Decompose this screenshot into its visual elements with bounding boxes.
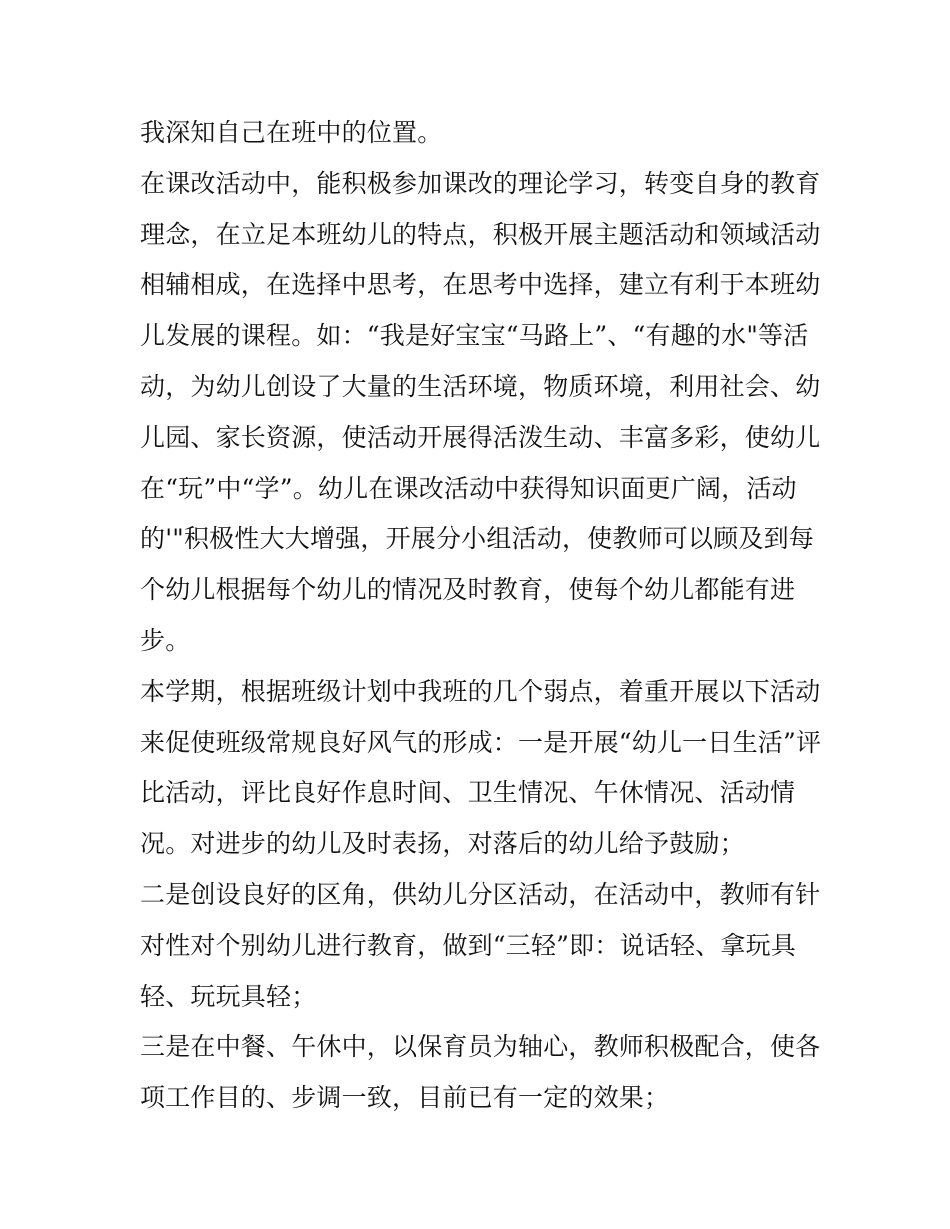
text-line: 步。 xyxy=(140,625,191,655)
text-line: 项工作目的、步调一致，目前已有一定的效果； xyxy=(140,1083,670,1113)
text-line: 二是创设良好的区角，供幼儿分区活动，在活动中，教师有针 xyxy=(140,879,821,909)
text-line: 动，为幼儿创设了大量的生活环境，物质环境，利用社会、幼 xyxy=(140,371,821,401)
text-line: 的'"积极性大大增强，开展分小组活动，使教师可以顾及到每 xyxy=(140,524,814,554)
text-line: 轻、玩玩具轻； xyxy=(140,981,317,1011)
text-line: 况。对进步的幼儿及时表扬，对落后的幼儿给予鼓励； xyxy=(140,829,745,859)
text-line: 本学期，根据班级计划中我班的几个弱点，着重开展以下活动 xyxy=(140,676,821,706)
text-line: 在课改活动中，能积极参加课改的理论学习，转变自身的教育 xyxy=(140,168,821,198)
text-line: 理念，在立足本班幼儿的特点，积极开展主题活动和领域活动 xyxy=(140,219,821,249)
text-line: 在“玩”中“学”。幼儿在课改活动中获得知识面更广阔，活动 xyxy=(140,473,797,503)
text-line: 三是在中餐、午休中，以保育员为轴心，教师积极配合，使各 xyxy=(140,1032,821,1062)
text-line: 儿园、家长资源，使活动开展得活泼生动、丰富多彩，使幼儿 xyxy=(140,422,821,452)
text-line: 对性对个别幼儿进行教育，做到“三轻”即：说话轻、拿玩具 xyxy=(140,930,796,960)
text-line: 来促使班级常规良好风气的形成：一是开展“幼儿一日生活”评 xyxy=(140,727,822,757)
text-line: 个幼儿根据每个幼儿的情况及时教育，使每个幼儿都能有进 xyxy=(140,575,796,605)
text-line: 比活动，评比良好作息时间、卫生情况、午休情况、活动情 xyxy=(140,778,796,808)
text-line: 相辅相成，在选择中思考，在思考中选择，建立有利于本班幼 xyxy=(140,270,821,300)
document-body xyxy=(140,108,820,1124)
text-line: 儿发展的课程。如：“我是好宝宝“马路上”、“有趣的水"等活 xyxy=(140,321,809,351)
text-line: 我深知自己在班中的位置。 xyxy=(140,118,443,147)
